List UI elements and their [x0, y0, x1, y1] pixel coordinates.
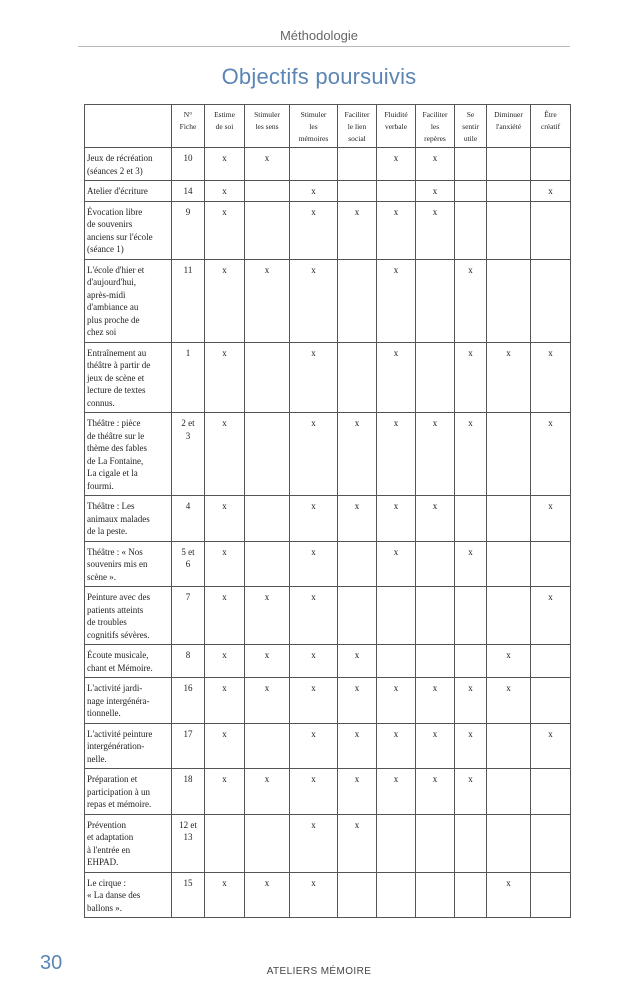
objective-mark-cell	[455, 201, 487, 259]
objective-mark-cell	[531, 645, 571, 678]
objective-mark-cell: x	[290, 259, 338, 342]
table-row	[85, 872, 571, 918]
fiche-number-cell: 14	[172, 181, 205, 202]
table-row	[85, 769, 571, 815]
objective-mark-cell: x	[416, 496, 455, 542]
running-head: Méthodologie	[279, 28, 359, 43]
objective-mark-cell: x	[455, 723, 487, 769]
activity-cell: Théâtre : Les animaux malades de la peste.	[85, 496, 172, 542]
activity-cell: L'activité jardi- nage intergénéra- tionnelle.	[85, 678, 172, 724]
objective-mark-cell	[416, 872, 455, 918]
objective-mark-cell	[531, 872, 571, 918]
header-cell-utile: Se sentir utile	[455, 105, 487, 148]
objective-mark-cell: x	[205, 181, 245, 202]
fiche-number-cell: 12 et 13	[172, 814, 205, 872]
objective-mark-cell: x	[290, 678, 338, 724]
objective-mark-cell: x	[455, 259, 487, 342]
objective-mark-cell	[416, 587, 455, 645]
objective-mark-cell: x	[338, 201, 377, 259]
header-cell-stimuler-sens: Stimuler les sens	[245, 105, 290, 148]
activity-cell: Entraînement au théâtre à partir de jeux de scène et lecture de textes connus.	[85, 342, 172, 413]
objective-mark-cell: x	[338, 814, 377, 872]
objective-mark-cell: x	[531, 587, 571, 645]
activity-cell: Jeux de récréation (séances 2 et 3)	[85, 148, 172, 181]
fiche-number-cell: 10	[172, 148, 205, 181]
objective-mark-cell: x	[338, 723, 377, 769]
objective-mark-cell	[245, 181, 290, 202]
objective-mark-cell: x	[290, 496, 338, 542]
objective-mark-cell: x	[205, 413, 245, 496]
table-row	[85, 541, 571, 587]
objective-mark-cell: x	[205, 201, 245, 259]
objective-mark-cell: x	[245, 872, 290, 918]
objective-mark-cell	[245, 496, 290, 542]
objective-mark-cell	[416, 645, 455, 678]
objective-mark-cell	[455, 587, 487, 645]
objective-mark-cell: x	[205, 587, 245, 645]
objective-mark-cell: x	[455, 342, 487, 413]
objective-mark-cell	[487, 413, 531, 496]
footer-label: ATELIERS MÉMOIRE	[266, 966, 372, 977]
objective-mark-cell: x	[416, 678, 455, 724]
objective-mark-cell: x	[377, 678, 416, 724]
objective-mark-cell	[377, 814, 416, 872]
objective-mark-cell: x	[531, 723, 571, 769]
objective-mark-cell	[531, 148, 571, 181]
objective-mark-cell: x	[455, 541, 487, 587]
objective-mark-cell	[487, 259, 531, 342]
table-row	[85, 645, 571, 678]
objective-mark-cell	[487, 587, 531, 645]
objective-mark-cell	[377, 645, 416, 678]
activity-cell: Théâtre : pièce de théâtre sur le thème des fables de La Fontaine, La cigale et la fourmi.	[85, 413, 172, 496]
objective-mark-cell: x	[205, 342, 245, 413]
activity-cell: Théâtre : « Nos souvenirs mis en scène ».	[85, 541, 172, 587]
objective-mark-cell: x	[455, 678, 487, 724]
activity-cell: Le cirque : « La danse des ballons ».	[85, 872, 172, 918]
header-cell-fiche: N° Fiche	[172, 105, 205, 148]
objective-mark-cell: x	[338, 645, 377, 678]
objective-mark-cell: x	[338, 678, 377, 724]
objective-mark-cell	[531, 201, 571, 259]
fiche-number-cell: 18	[172, 769, 205, 815]
objective-mark-cell: x	[487, 872, 531, 918]
objective-mark-cell: x	[290, 723, 338, 769]
objective-mark-cell: x	[377, 541, 416, 587]
objective-mark-cell	[416, 342, 455, 413]
objective-mark-cell	[290, 148, 338, 181]
table-row	[85, 181, 571, 202]
objective-mark-cell: x	[290, 342, 338, 413]
fiche-number-cell: 11	[172, 259, 205, 342]
objective-mark-cell	[338, 872, 377, 918]
objective-mark-cell: x	[455, 413, 487, 496]
objective-mark-cell: x	[290, 769, 338, 815]
objective-mark-cell: x	[205, 645, 245, 678]
table-row	[85, 201, 571, 259]
header-cell-fluidite: Fluidité verbale	[377, 105, 416, 148]
objective-mark-cell	[338, 541, 377, 587]
objective-mark-cell	[205, 814, 245, 872]
objectives-table	[84, 104, 571, 918]
objective-mark-cell	[416, 259, 455, 342]
table-body	[85, 148, 571, 918]
activity-cell: Prévention et adaptation à l'entrée en EHPAD.	[85, 814, 172, 872]
fiche-number-cell: 5 et 6	[172, 541, 205, 587]
header-cell-activity	[85, 105, 172, 148]
table-row	[85, 723, 571, 769]
objective-mark-cell: x	[205, 148, 245, 181]
objective-mark-cell: x	[290, 587, 338, 645]
objective-mark-cell: x	[290, 181, 338, 202]
objective-mark-cell: x	[377, 723, 416, 769]
objective-mark-cell: x	[377, 342, 416, 413]
objective-mark-cell	[338, 181, 377, 202]
objective-mark-cell	[531, 769, 571, 815]
objective-mark-cell: x	[416, 181, 455, 202]
activity-cell: Préparation et participation à un repas et mémoire.	[85, 769, 172, 815]
objective-mark-cell: x	[205, 769, 245, 815]
objective-mark-cell: x	[416, 723, 455, 769]
objective-mark-cell	[455, 496, 487, 542]
objective-mark-cell: x	[377, 259, 416, 342]
objective-mark-cell	[338, 587, 377, 645]
activity-cell: Atelier d'écriture	[85, 181, 172, 202]
activity-cell: Évocation libre de souvenirs anciens sur l'école (séance 1)	[85, 201, 172, 259]
table-row	[85, 814, 571, 872]
page-number: 30	[40, 952, 63, 974]
header-cell-lien-social: Faciliter le lien social	[338, 105, 377, 148]
header-cell-anxiete: Diminuer l'anxiété	[487, 105, 531, 148]
objective-mark-cell: x	[338, 413, 377, 496]
header-cell-creatif: Être créatif	[531, 105, 571, 148]
objective-mark-cell: x	[531, 181, 571, 202]
objective-mark-cell: x	[487, 342, 531, 413]
objective-mark-cell: x	[205, 541, 245, 587]
objective-mark-cell	[245, 201, 290, 259]
objective-mark-cell: x	[245, 769, 290, 815]
objective-mark-cell: x	[377, 413, 416, 496]
fiche-number-cell: 1	[172, 342, 205, 413]
objective-mark-cell	[245, 723, 290, 769]
activity-cell: L'activité peinture intergénération- nelle.	[85, 723, 172, 769]
objective-mark-cell: x	[377, 496, 416, 542]
objective-mark-cell	[487, 201, 531, 259]
objective-mark-cell: x	[377, 769, 416, 815]
objective-mark-cell: x	[487, 678, 531, 724]
fiche-number-cell: 16	[172, 678, 205, 724]
objective-mark-cell	[531, 541, 571, 587]
objective-mark-cell	[455, 181, 487, 202]
objective-mark-cell: x	[245, 678, 290, 724]
fiche-number-cell: 8	[172, 645, 205, 678]
objective-mark-cell	[245, 413, 290, 496]
header-cell-reperes: Faciliter les repères	[416, 105, 455, 148]
objective-mark-cell	[338, 342, 377, 413]
page-title: Objectifs poursuivis	[221, 64, 417, 89]
activity-cell: Écoute musicale, chant et Mémoire.	[85, 645, 172, 678]
objective-mark-cell: x	[205, 496, 245, 542]
objective-mark-cell	[487, 769, 531, 815]
objective-mark-cell: x	[416, 769, 455, 815]
objective-mark-cell	[487, 148, 531, 181]
activity-cell: Peinture avec des patients atteints de troubles cognitifs sévères.	[85, 587, 172, 645]
fiche-number-cell: 7	[172, 587, 205, 645]
objective-mark-cell	[455, 872, 487, 918]
objective-mark-cell: x	[377, 148, 416, 181]
objective-mark-cell	[377, 587, 416, 645]
table-row	[85, 259, 571, 342]
table-row	[85, 496, 571, 542]
objective-mark-cell: x	[416, 148, 455, 181]
objective-mark-cell	[531, 814, 571, 872]
table-header-row	[85, 105, 571, 148]
objective-mark-cell: x	[338, 496, 377, 542]
table-row	[85, 413, 571, 496]
objective-mark-cell: x	[531, 413, 571, 496]
objective-mark-cell: x	[338, 769, 377, 815]
objective-mark-cell: x	[205, 678, 245, 724]
objective-mark-cell: x	[290, 645, 338, 678]
header-rule	[78, 46, 570, 47]
objective-mark-cell: x	[290, 413, 338, 496]
table-row	[85, 678, 571, 724]
objective-mark-cell	[416, 814, 455, 872]
objective-mark-cell	[487, 814, 531, 872]
objective-mark-cell	[487, 723, 531, 769]
fiche-number-cell: 9	[172, 201, 205, 259]
objective-mark-cell	[487, 181, 531, 202]
objective-mark-cell	[245, 541, 290, 587]
objective-mark-cell: x	[245, 645, 290, 678]
objective-mark-cell	[487, 541, 531, 587]
objective-mark-cell: x	[245, 259, 290, 342]
table-row	[85, 148, 571, 181]
activity-cell: L'école d'hier et d'aujourd'hui, après-midi d'ambiance au plus proche de chez soi	[85, 259, 172, 342]
table-row	[85, 342, 571, 413]
fiche-number-cell: 4	[172, 496, 205, 542]
objective-mark-cell: x	[205, 723, 245, 769]
objective-mark-cell	[455, 645, 487, 678]
objective-mark-cell: x	[245, 148, 290, 181]
header-cell-stimuler-memoires: Stimuler les mémoires	[290, 105, 338, 148]
objective-mark-cell	[338, 148, 377, 181]
objective-mark-cell: x	[205, 259, 245, 342]
objective-mark-cell: x	[205, 872, 245, 918]
objective-mark-cell: x	[531, 342, 571, 413]
objective-mark-cell	[377, 872, 416, 918]
objective-mark-cell: x	[416, 201, 455, 259]
objective-mark-cell	[377, 181, 416, 202]
objective-mark-cell	[455, 148, 487, 181]
objective-mark-cell: x	[290, 541, 338, 587]
objective-mark-cell: x	[377, 201, 416, 259]
objective-mark-cell	[245, 342, 290, 413]
fiche-number-cell: 15	[172, 872, 205, 918]
fiche-number-cell: 17	[172, 723, 205, 769]
objective-mark-cell	[487, 496, 531, 542]
objective-mark-cell	[455, 814, 487, 872]
header-cell-estime: Estime de soi	[205, 105, 245, 148]
objective-mark-cell: x	[455, 769, 487, 815]
table-row	[85, 587, 571, 645]
objective-mark-cell: x	[290, 872, 338, 918]
objective-mark-cell	[531, 678, 571, 724]
objective-mark-cell	[531, 259, 571, 342]
objective-mark-cell: x	[487, 645, 531, 678]
fiche-number-cell: 2 et 3	[172, 413, 205, 496]
objective-mark-cell: x	[416, 413, 455, 496]
objective-mark-cell: x	[245, 587, 290, 645]
objective-mark-cell: x	[290, 814, 338, 872]
objective-mark-cell	[416, 541, 455, 587]
objective-mark-cell: x	[290, 201, 338, 259]
objective-mark-cell: x	[531, 496, 571, 542]
objective-mark-cell	[338, 259, 377, 342]
objective-mark-cell	[245, 814, 290, 872]
